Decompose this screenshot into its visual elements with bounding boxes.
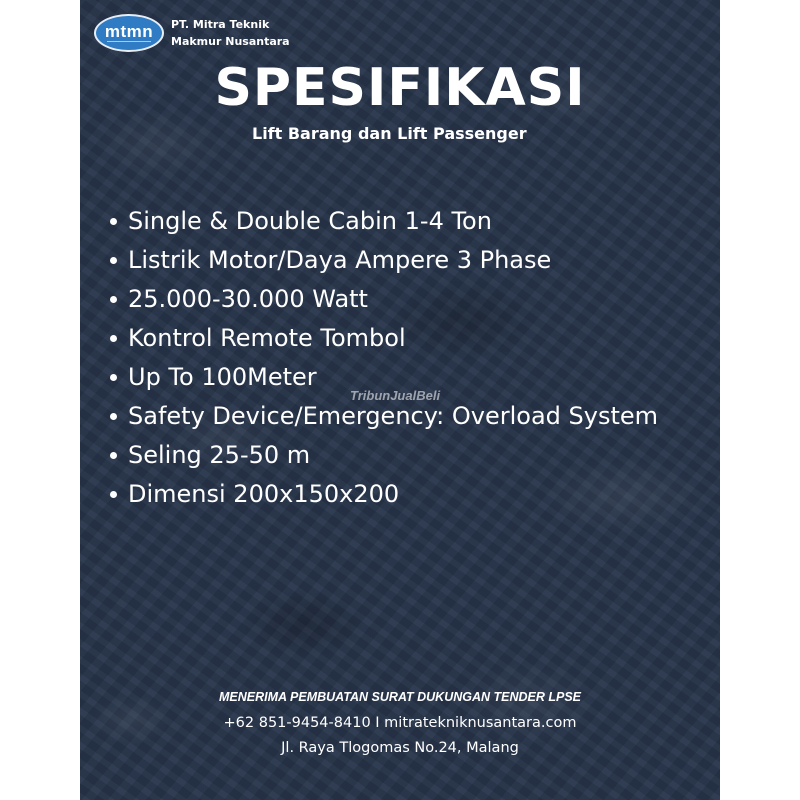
spec-item-text: Safety Device/Emergency: Overload System (128, 402, 659, 430)
company-logo (94, 14, 164, 52)
bullet-dot-icon (110, 452, 117, 459)
bullet-dot-icon (110, 218, 117, 225)
spec-item-text: Up To 100Meter (128, 363, 317, 391)
company-name (171, 16, 290, 50)
bullet-dot-icon (110, 491, 117, 498)
spec-item-text: Seling 25-50 m (128, 441, 311, 469)
page-title: SPESIFIKASI (214, 58, 586, 118)
spec-item (110, 436, 700, 475)
footer-address: Jl. Raya Tlogomas No.24, Malang (281, 740, 519, 756)
spec-item-text: Single & Double Cabin 1-4 Ton (128, 207, 492, 235)
spec-list (110, 202, 700, 514)
spec-item (110, 475, 700, 514)
footer-contact: +62 851-9454-8410 I mitratekniknusantara.com (223, 715, 577, 731)
company-name-line1: PT. Mitra Teknik (171, 18, 270, 31)
footer-headline: MENERIMA PEMBUATAN SURAT DUKUNGAN TENDER LPSE (218, 690, 582, 704)
spec-item (110, 202, 700, 241)
watermark: TribunJualBeli (350, 388, 441, 403)
logo-text: mtmn (104, 22, 154, 41)
spec-item-text: Kontrol Remote Tombol (128, 324, 406, 352)
poster (80, 0, 720, 800)
logo-underline (107, 41, 151, 42)
spec-item (110, 319, 700, 358)
bullet-dot-icon (110, 413, 117, 420)
spec-item-text: 25.000-30.000 Watt (128, 285, 368, 313)
spec-item-text: Listrik Motor/Daya Ampere 3 Phase (128, 246, 552, 274)
spec-item (110, 241, 700, 280)
bullet-dot-icon (110, 374, 117, 381)
spec-item (110, 280, 700, 319)
bullet-dot-icon (110, 335, 117, 342)
bullet-dot-icon (110, 296, 117, 303)
spec-item-text: Dimensi 200x150x200 (128, 480, 400, 508)
company-name-line2: Makmur Nusantara (171, 35, 290, 48)
bullet-dot-icon (110, 257, 117, 264)
page-subtitle: Lift Barang dan Lift Passenger (252, 124, 527, 143)
